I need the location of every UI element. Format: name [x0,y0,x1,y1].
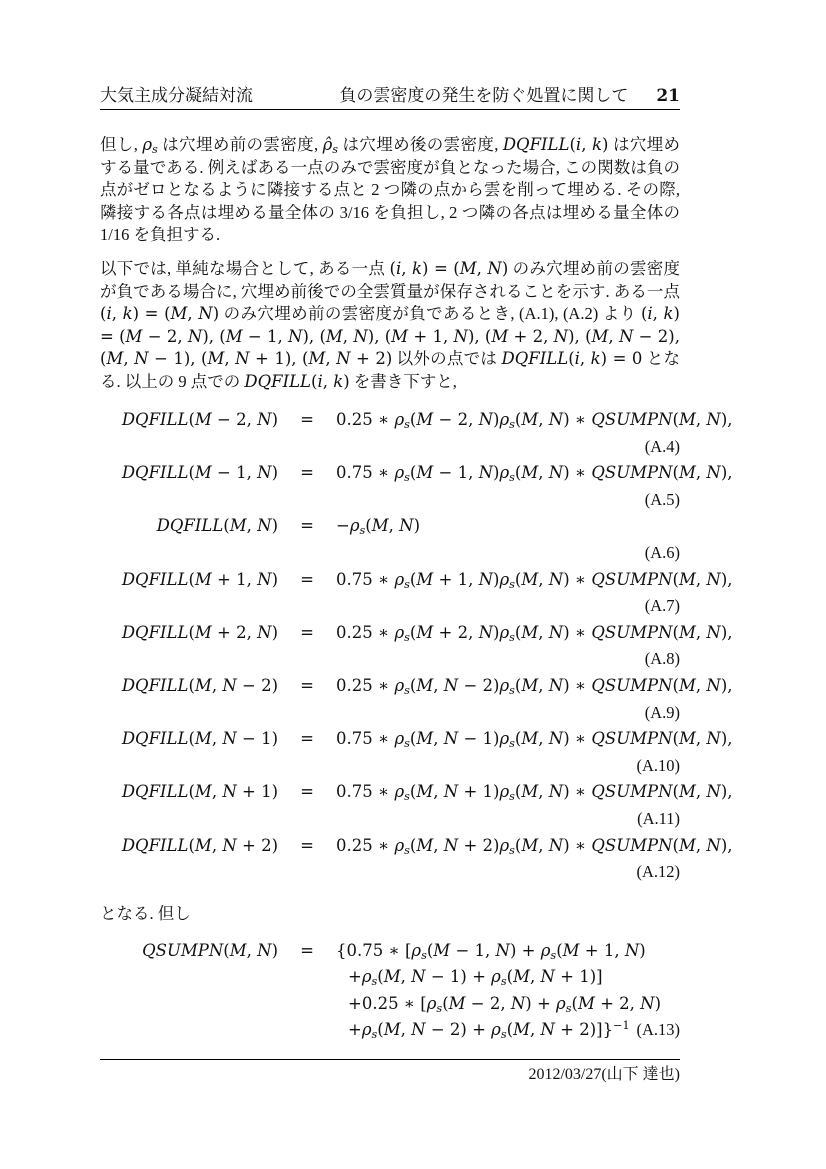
equation-line [100,460,733,487]
equation-lhs: DQFILL(M, N + 2) [121,835,278,855]
inline-math: (i, k) = (M, N) [100,304,220,323]
running-head-left-title: 大気主成分凝結対流 [100,86,253,105]
equation-rhs: 0.25 ∗ $\rho_s(M + 2$, $N)\rho_s(M$, N) ∗ QSUMPN(M, N), [336,622,733,644]
equation-line [100,567,733,594]
equation-a13-lhs: QSUMPN(M, N) [142,941,278,960]
equation-lhs: DQFILL(M, N) [156,516,278,536]
equation-tag: (A.12) [636,862,680,882]
equation-equals: = [300,675,314,695]
equation-line [100,779,733,806]
equation-lhs: DQFILL(M + 1, N) [121,569,278,589]
equation-lhs: DQFILL(M − 1, N) [121,463,278,483]
inline-text: のみ穴埋め前の雲密度が負である場合に, 穴埋め前後での全雲質量が保存されることを示す. ある一点 [100,259,680,301]
equation-rhs: 0.25 ∗ $\rho_s(M$, $N + 2)\rho_s(M$, N) ∗ QSUMPN(M, N), [336,835,733,857]
equation-lhs: DQFILL(M + 2, N) [121,622,278,642]
equation-rhs: 0.25 ∗ $\rho_s(M - 2$, $N)\rho_s(M$, N) ∗ QSUMPN(M, N), [336,410,733,432]
equation-rhs: 0.75 ∗ $\rho_s(M$, $N - 1)\rho_s(M$, N) ∗ QSUMPN(M, N), [336,729,733,751]
inline-text: のみ穴埋め前の雲密度が負であるとき, (A.1), (A.2) より [219,304,641,323]
inline-math: (i, k) = (M − 2, N), (M − 1, N), (M, N), (M + 1, N), (M + 2, N), (M, N − 2), (M, N − 1), (M, N + 1), (M, N + 2) [100,304,680,368]
equation-rhs: 0.25 ∗ $\rho_s(M$, $N - 2)\rho_s(M$, N) ∗ QSUMPN(M, N), [336,675,733,698]
equation-equals: = [300,569,314,589]
equation-line [100,726,733,753]
header-rule [100,109,680,110]
equation-a13-line: $+\rho_s(M$, $N - 1) + \rho_s(M$, N + 1)] [348,967,603,989]
equation-tag: (A.6) [644,542,680,562]
inline-text: は穴埋めする量である. 例えばある一点のみで雲密度が負となった場合, この関数は負の点がゼロとなるように隣接する点と 2 つ隣の点から雲を削って埋める. その際, 隣接する各点は埋める量全体の 3/16 を負担し, 2 つ隣の各点は埋める量全体の 1/16 を負担する. [100,135,681,244]
equation-line [100,513,680,540]
inline-math: DQFILL(i, k) [244,371,350,391]
footer-date-author: 2012/03/27(山下 達也) [528,1066,680,1083]
equation-line [100,833,733,860]
equation-lhs: DQFILL(M − 2, N) [121,410,278,429]
inline-text: 但し, [100,135,143,154]
equation-equals: = [300,622,314,642]
equation-equals: = [300,729,314,749]
equation-tag: (A.9) [644,702,680,722]
equation-tag: (A.5) [644,489,680,509]
equation-rhs: 0.75 ∗ $\rho_s(M + 1$, $N)\rho_s(M$, N) ∗ QSUMPN(M, N), [336,569,733,591]
paragraph-definitions [100,134,680,247]
equation-rhs: 0.75 ∗ $\rho_s(M$, $N + 1)\rho_s(M$, N) ∗ QSUMPN(M, N), [336,782,733,804]
inline-text: 以下では, 単純な場合として, ある一点 [100,259,390,278]
equation-list [100,407,733,886]
equation-rhs: $-\rho_s(M$, N) [336,516,421,538]
inline-text: は穴埋め後の雲密度, [338,135,503,154]
page-header [100,86,680,106]
equation-lhs: DQFILL(M, N − 1) [121,729,278,749]
equation-tag: (A.10) [636,755,680,775]
inline-text: となる. 以上の 9 点での [100,349,681,391]
equation-equals: = [300,516,314,536]
page-number: 21 [656,86,680,106]
equation-a13-equals: = [300,941,314,960]
equation-rhs: 0.75 ∗ $\rho_s(M - 1$, $N)\rho_s(M$, N) ∗ QSUMPN(M, N), [336,463,733,485]
equation-a13-line: {0.75 ∗ [$\rho_s(M - 1$, $N) + \rho_s(M + 1$, N) [336,941,646,963]
equation-lhs: DQFILL(M, N + 1) [121,782,278,802]
equation-equals: = [300,463,314,483]
equation-lhs: DQFILL(M, N − 2) [121,675,278,695]
equation-line [100,407,733,434]
running-head-right-title: 負の雲密度の発生を防ぐ処置に関して [339,86,629,105]
equation-a13-tag: (A.13) [636,1019,680,1039]
paragraph-tonaru-tadashi [100,903,680,926]
paragraph-setup [100,258,680,393]
inline-text: となる. 但し [100,904,191,923]
inline-math: (i, k) = (M, N) [389,259,509,278]
equation-tag: (A.8) [644,649,680,669]
equation-tag: (A.11) [637,808,680,828]
inline-math: $\rhô_s$ [322,135,339,157]
equation-equals: = [300,835,314,855]
inline-math: DQFILL(i, k) [502,135,609,154]
equation-tag: (A.4) [644,436,680,456]
inline-math: DQFILL(i, k) = 0 [501,349,643,368]
equation-a13-line: $+\rho_s(M$, $N - 2) + \rho_s(M$, N + 2)]}$^{-1}$ [348,1018,630,1042]
equation-a13 [100,938,680,1043]
equation-equals: = [300,410,314,429]
footer-rule [100,1059,680,1060]
inline-text: を書き下すと, [349,371,457,391]
equation-a13-rhs-lines [336,938,680,1043]
inline-text: 以外の点では [392,349,502,368]
equation-tag: (A.7) [644,596,680,616]
inline-text: は穴埋め前の雲密度, [157,135,323,154]
equation-equals: = [300,782,314,802]
equation-line [100,673,733,700]
equation-line [100,620,733,647]
equation-a13-line: +0.25 ∗ [$\rho_s(M - 2$, $N) + \rho_s(M + 2$, N) [348,993,662,1015]
inline-math: $\rho_s$ [142,135,158,157]
